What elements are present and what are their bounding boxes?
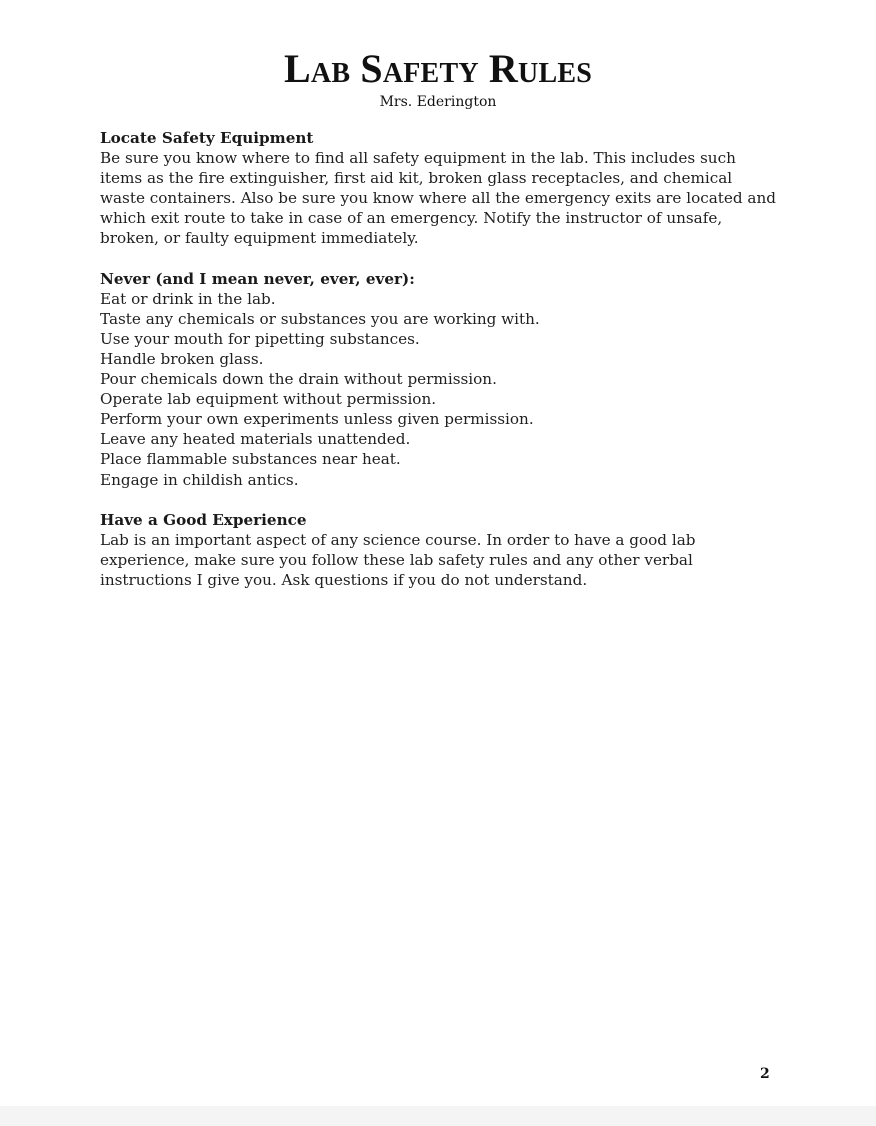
- list-item: Place flammable substances near heat.: [100, 450, 401, 469]
- section-good-experience: [100, 510, 776, 590]
- section-paragraph: Be sure you know where to find all safety equipment in the lab. This includes such items as the fire extinguisher, first aid kit, broken glass receptacles, and chemical waste containers. Also be sure you know where all the emergency exits are located and which exit route to take in case of an emergency. Notify the instructor of unsafe, broken, or faulty equipment immediately.: [100, 149, 776, 248]
- section-spacer: [100, 249, 776, 269]
- list-item: Eat or drink in the lab.: [100, 289, 276, 308]
- section-heading: Never (and I mean never, ever, ever):: [100, 269, 415, 288]
- list-item: Perform your own experiments unless given permission.: [100, 410, 534, 429]
- list-item: Use your mouth for pipetting substances.: [100, 329, 420, 348]
- never-rules-list: [100, 289, 776, 490]
- section-heading: Have a Good Experience: [100, 510, 307, 529]
- section-never-rules: [100, 269, 776, 490]
- section-spacer: [100, 490, 776, 510]
- page-title: Lab Safety Rules: [284, 46, 592, 91]
- list-item: Engage in childish antics.: [100, 470, 299, 489]
- list-item: Handle broken glass.: [100, 349, 264, 368]
- section-locate-safety-equipment: [100, 128, 776, 249]
- document-content: [100, 128, 776, 590]
- list-item: Leave any heated materials unattended.: [100, 430, 411, 449]
- author-name: Mrs. Ederington: [379, 94, 497, 110]
- list-item: Taste any chemicals or substances you are working with.: [100, 309, 540, 328]
- list-item: Pour chemicals down the drain without permission.: [100, 370, 497, 389]
- page-number: 2: [760, 1066, 770, 1082]
- list-item: Operate lab equipment without permission.: [100, 390, 437, 409]
- section-paragraph: Lab is an important aspect of any science course. In order to have a good lab experience, make sure you follow these lab safety rules and any other verbal instructions I give you. Ask questions if you do not understand.: [100, 530, 696, 589]
- section-heading: Locate Safety Equipment: [100, 129, 314, 147]
